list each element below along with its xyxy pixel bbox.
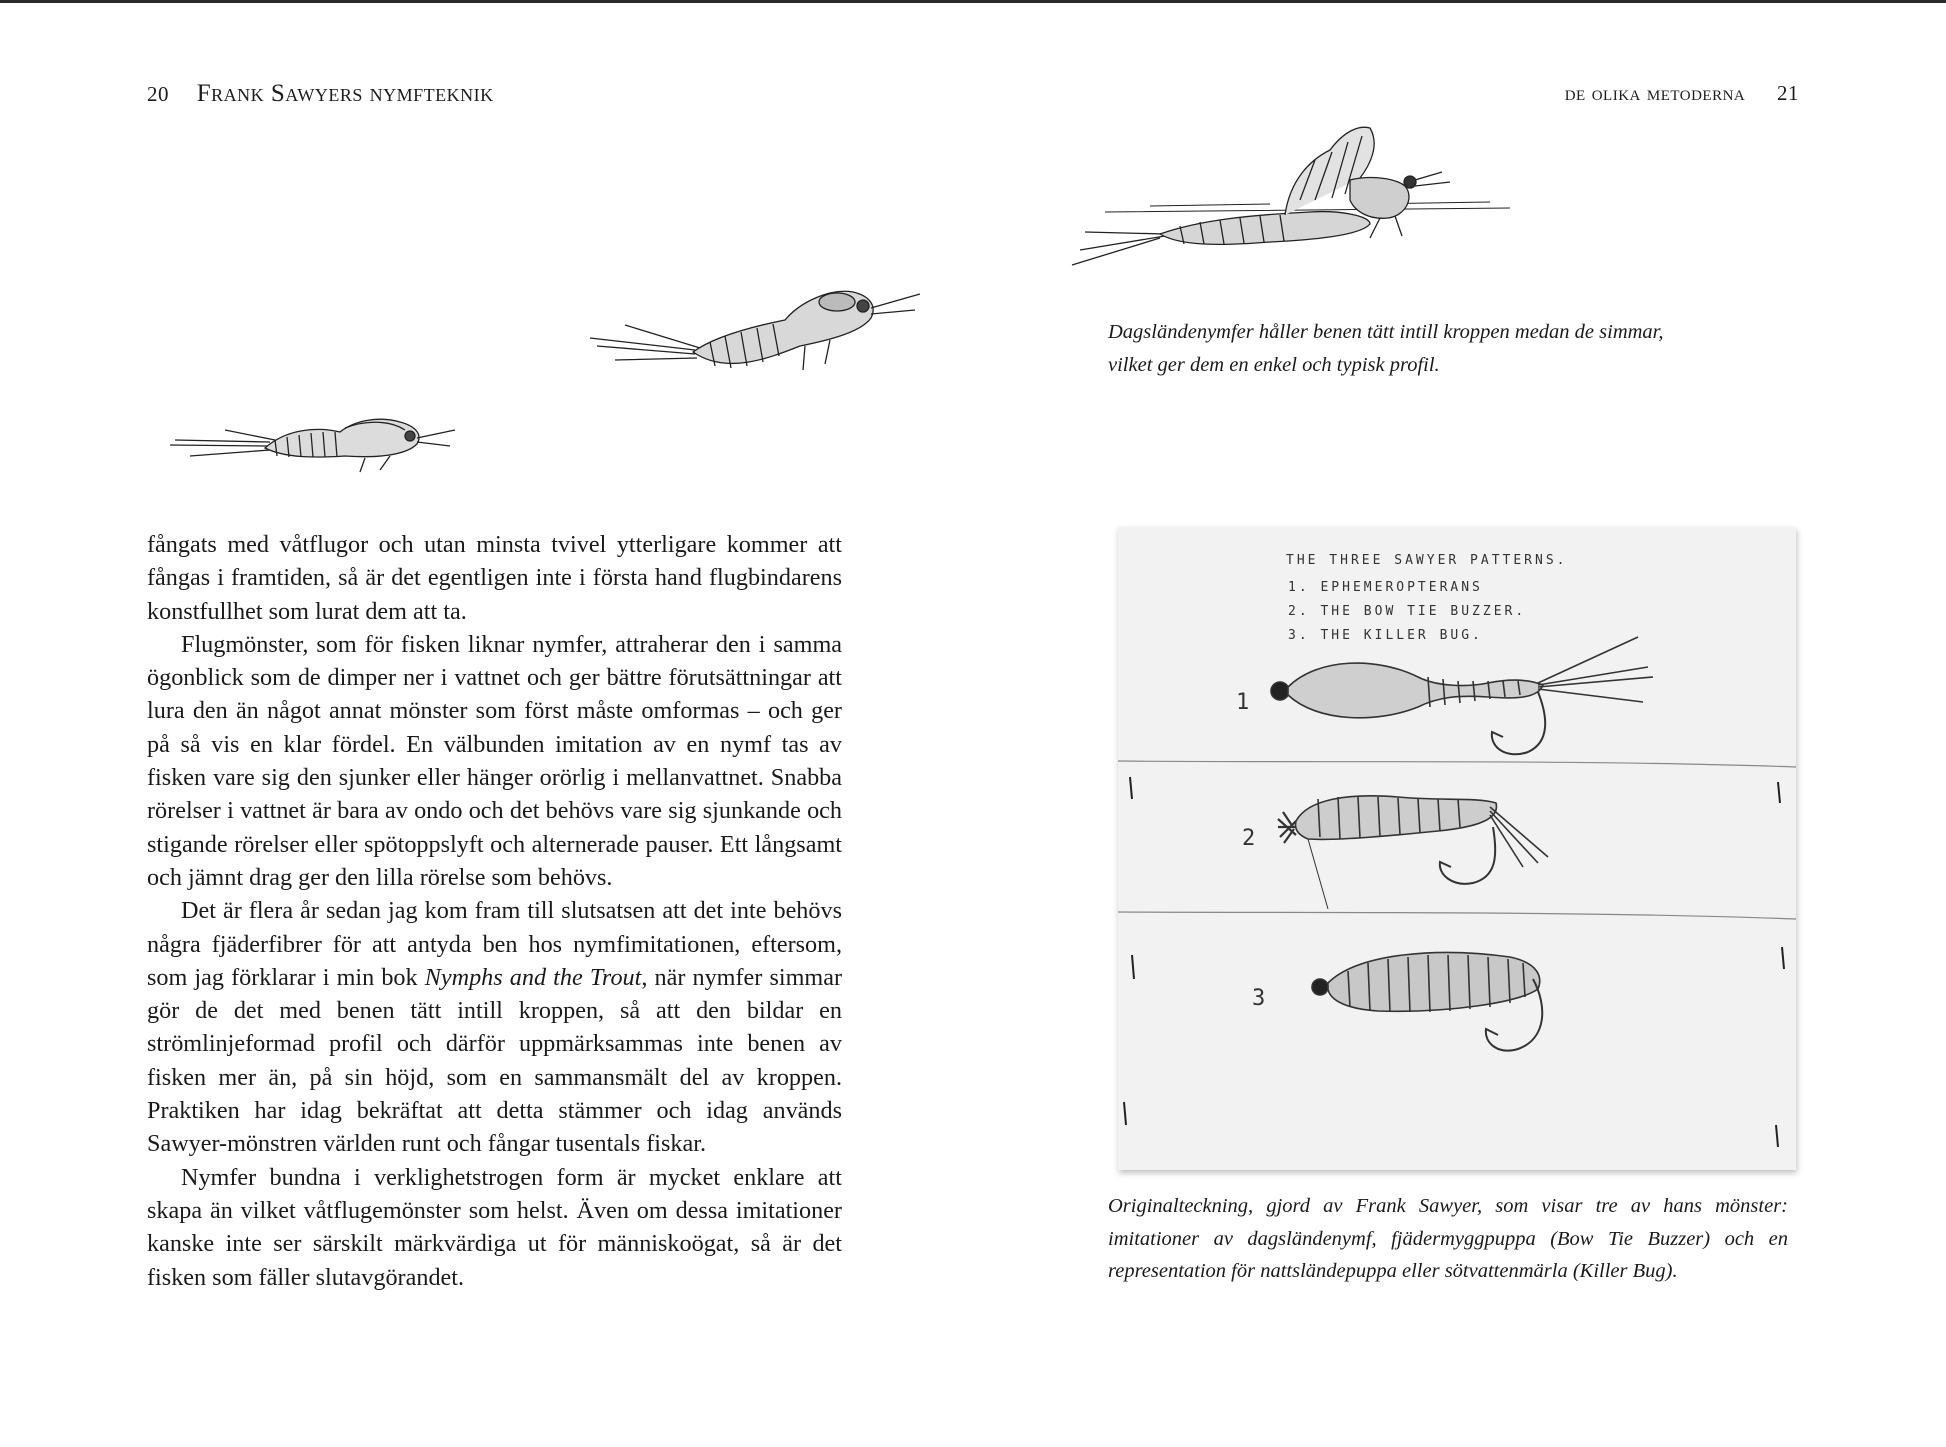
drawing-label-3: 3 — [1252, 986, 1269, 1011]
drawing-label-2: 2 — [1242, 826, 1259, 851]
paragraph-3-part-b: , när nymfer simmar gör de det med benen tätt intill kroppen, så att den bildar en strömlinjeformad profil och därför uppmärksammas inte benen av fisken mer än, på sin höjd, som en sammansmält del av kroppen. Praktiken har idag bekräftat att detta stämmer och idag används Sawyer-mönstren världen runt och fångar tusentals fiskar. — [147, 963, 842, 1158]
paragraph-3-part-a: Det är flera år sedan jag kom fram till slutsatsen att det inte behövs några fjäderfibrer för att antyda ben hos nymfimitationen, eftersom, som jag förklarar i min bok — [147, 897, 842, 991]
running-title-left: Frank Sawyers nymfteknik — [196, 80, 494, 107]
sawyer-drawing-photo — [1118, 527, 1796, 1170]
paragraph-3 — [147, 894, 842, 1160]
running-header-left — [147, 80, 494, 108]
nymph-sketch-1 — [165, 400, 505, 480]
book-title: Nymphs and the Trout — [424, 963, 642, 991]
paragraph-4: Nymfer bundna i verklighetstrogen form är mycket enklare att skapa än vilket våtflugemönster som helst. Även om dessa imitationer kanske inte ser särskilt märkvärdiga ut för människoögat, så är det fisken som fäller slutavgörandet. — [147, 1163, 842, 1291]
running-title-right: de olika metoderna — [1564, 80, 1746, 105]
drawing-label-1: 1 — [1236, 690, 1253, 715]
drawing-item-3: 3. THE KILLER BUG. — [1288, 628, 1483, 643]
figure-caption-top: Dagsländenymfer håller benen tätt intill kroppen medan de simmar, vilket ger dem en enkel och typisk profil. — [1108, 321, 1664, 376]
body-text — [147, 528, 842, 1294]
running-header-right — [1565, 80, 1799, 106]
paragraph-2: Flugmönster, som för fisken liknar nymfer, attraherar den i samma ögonblick som de dimper ner i vattnet och ger bättre förutsättningar att lura den än något annat mönster som först måste omformas – och ger på så vis en klar fördel. En välbunden imitation av en nymf tas av fisken vare sig den sjunker eller hänger orörlig i mellanvattnet. Snabba rörelser i vattnet är bara av ondo och det behövs vare sig sjunkande och stigande rörelser eller spötoppslyft och alternerade pauser. Ett långsamt och jämnt drag ger den lilla rörelse som behövs. — [147, 630, 842, 891]
drawing-heading: THE THREE SAWYER PATTERNS. — [1286, 553, 1568, 568]
page-number-left: 20 — [147, 82, 169, 106]
paragraph-1: fångats med våtflugor och utan minsta tvivel ytterligare kommer att fångas i framtiden, så är det egentligen inte i första hand flugbindarens konstfullhet som lurat dem att ta. — [147, 531, 842, 625]
nymph-sketch-2 — [585, 280, 935, 400]
emerging-mayfly-sketch — [1070, 120, 1520, 275]
top-rule — [0, 0, 1946, 3]
page-number-right: 21 — [1777, 81, 1799, 105]
drawing-item-1: 1. EPHEMEROPTERANS — [1288, 580, 1483, 595]
figure-caption-bottom: Originalteckning, gjord av Frank Sawyer, som visar tre av hans mönster: imitationer av dagsländenymf, fjädermyggpuppa (Bow Tie Buzzer) och en representation för nattsländepuppa eller sötvattenmärla (Killer Bug). — [1108, 1195, 1788, 1282]
drawing-item-2: 2. THE BOW TIE BUZZER. — [1288, 604, 1527, 619]
